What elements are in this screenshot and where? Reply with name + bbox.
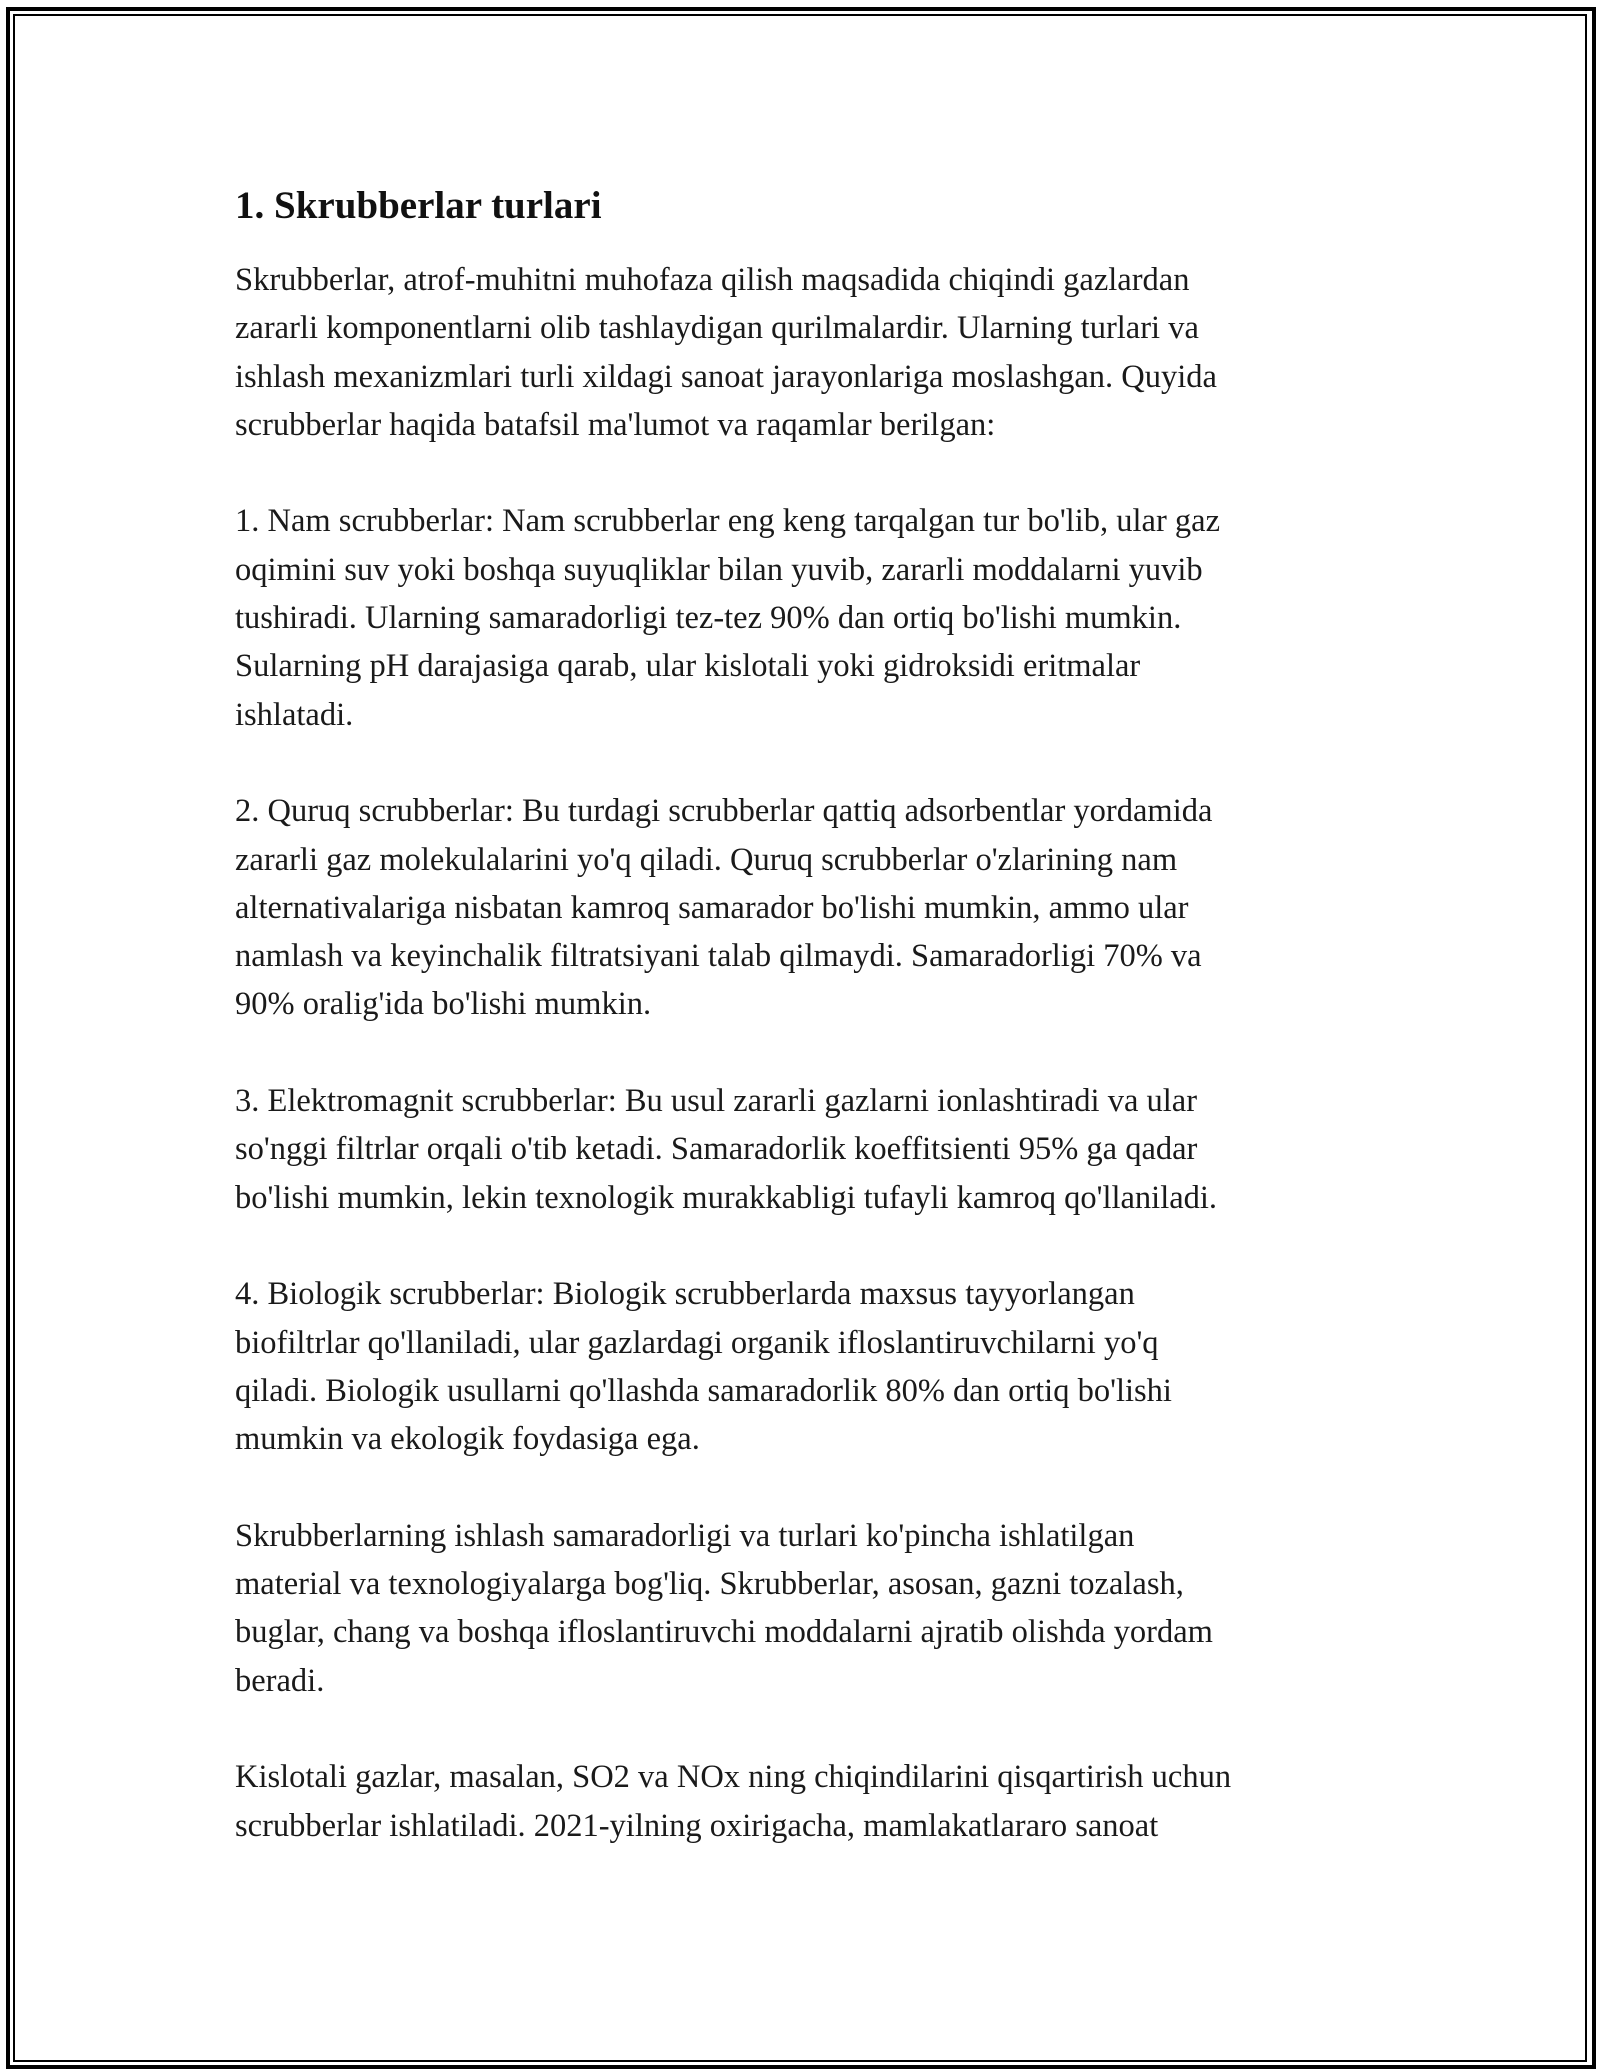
text-line: 1. Nam scrubberlar: Nam scrubberlar eng keng tarqalgan tur bo'lib, ular gaz: [235, 503, 1220, 540]
text-line: 2. Quruq scrubberlar: Bu turdagi scrubberlar qattiq adsorbentlar yordamida: [235, 793, 1213, 830]
intro-paragraph: [235, 256, 1365, 449]
text-line: ishlatadi.: [235, 696, 354, 733]
text-line: buglar, chang va boshqa ifloslantiruvchi moddalarni ajratib olishda yordam: [235, 1614, 1213, 1651]
text-line: so'nggi filtrlar orqali o'tib ketadi. Samaradorlik koeffitsienti 95% ga qadar: [235, 1131, 1198, 1168]
electromagnetic-scrubbers-paragraph: [235, 1077, 1365, 1222]
efficiency-summary-paragraph: [235, 1512, 1365, 1705]
text-line: Sularning pH darajasiga qarab, ular kislotali yoki gidroksidi eritmalar: [235, 648, 1141, 685]
text-line: zararli gaz molekulalarini yo'q qiladi. Quruq scrubberlar o'zlarining nam: [235, 841, 1178, 878]
text-line: mumkin va ekologik foydasiga ega.: [235, 1421, 700, 1458]
text-line: ishlash mexanizmlari turli xildagi sanoat jarayonlariga moslashgan. Quyida: [235, 358, 1217, 395]
wet-scrubbers-paragraph: [235, 497, 1365, 738]
text-line: tushiradi. Ularning samaradorligi tez-tez 90% dan ortiq bo'lishi mumkin.: [235, 600, 1182, 637]
text-line: scrubberlar haqida batafsil ma'lumot va raqamlar berilgan:: [235, 406, 996, 443]
text-line: oqimini suv yoki boshqa suyuqliklar bilan yuvib, zararli moddalarni yuvib: [235, 551, 1203, 588]
text-line: Skrubberlarning ishlash samaradorligi va turlari ko'pincha ishlatilgan: [235, 1517, 1135, 1554]
text-line: Skrubberlar, atrof-muhitni muhofaza qilish maqsadida chiqindi gazlardan: [235, 262, 1190, 298]
text-line: namlash va keyinchalik filtratsiyani talab qilmaydi. Samaradorligi 70% va: [235, 938, 1202, 975]
text-line: alternativalariga nisbatan kamroq samarador bo'lishi mumkin, ammo ular: [235, 889, 1189, 926]
text-line: bo'lishi mumkin, lekin texnologik murakkabligi tufayli kamroq qo'llaniladi.: [235, 1179, 1218, 1216]
text-line: scrubberlar ishlatiladi. 2021-yilning oxirigacha, mamlakatlararo sanoat: [235, 1807, 1159, 1844]
text-line: beradi.: [235, 1662, 325, 1699]
dry-scrubbers-paragraph: [235, 787, 1365, 1028]
section-heading: 1. Skrubberlar turlari: [235, 184, 602, 227]
text-line: 3. Elektromagnit scrubberlar: Bu usul zararli gazlarni ionlashtiradi va ular: [235, 1083, 1198, 1120]
acid-gases-paragraph: [235, 1753, 1365, 1850]
text-line: qiladi. Biologik usullarni qo'llashda samaradorlik 80% dan ortiq bo'lishi: [235, 1372, 1172, 1409]
text-line: biofiltrlar qo'llaniladi, ular gazlardagi organik ifloslantiruvchilarni yo'q: [235, 1324, 1159, 1361]
text-line: Kislotali gazlar, masalan, SO2 va NOx ning chiqindilarini qisqartirish uchun: [235, 1759, 1232, 1796]
biological-scrubbers-paragraph: [235, 1270, 1365, 1463]
document-page: [235, 182, 1365, 1898]
text-line: 90% oralig'ida bo'lishi mumkin.: [235, 986, 652, 1023]
text-line: material va texnologiyalarga bog'liq. Skrubberlar, asosan, gazni tozalash,: [235, 1566, 1184, 1603]
text-line: 4. Biologik scrubberlar: Biologik scrubberlarda maxsus tayyorlangan: [235, 1276, 1135, 1313]
text-line: zararli komponentlarni olib tashlaydigan qurilmalardir. Ularning turlari va: [235, 310, 1199, 347]
